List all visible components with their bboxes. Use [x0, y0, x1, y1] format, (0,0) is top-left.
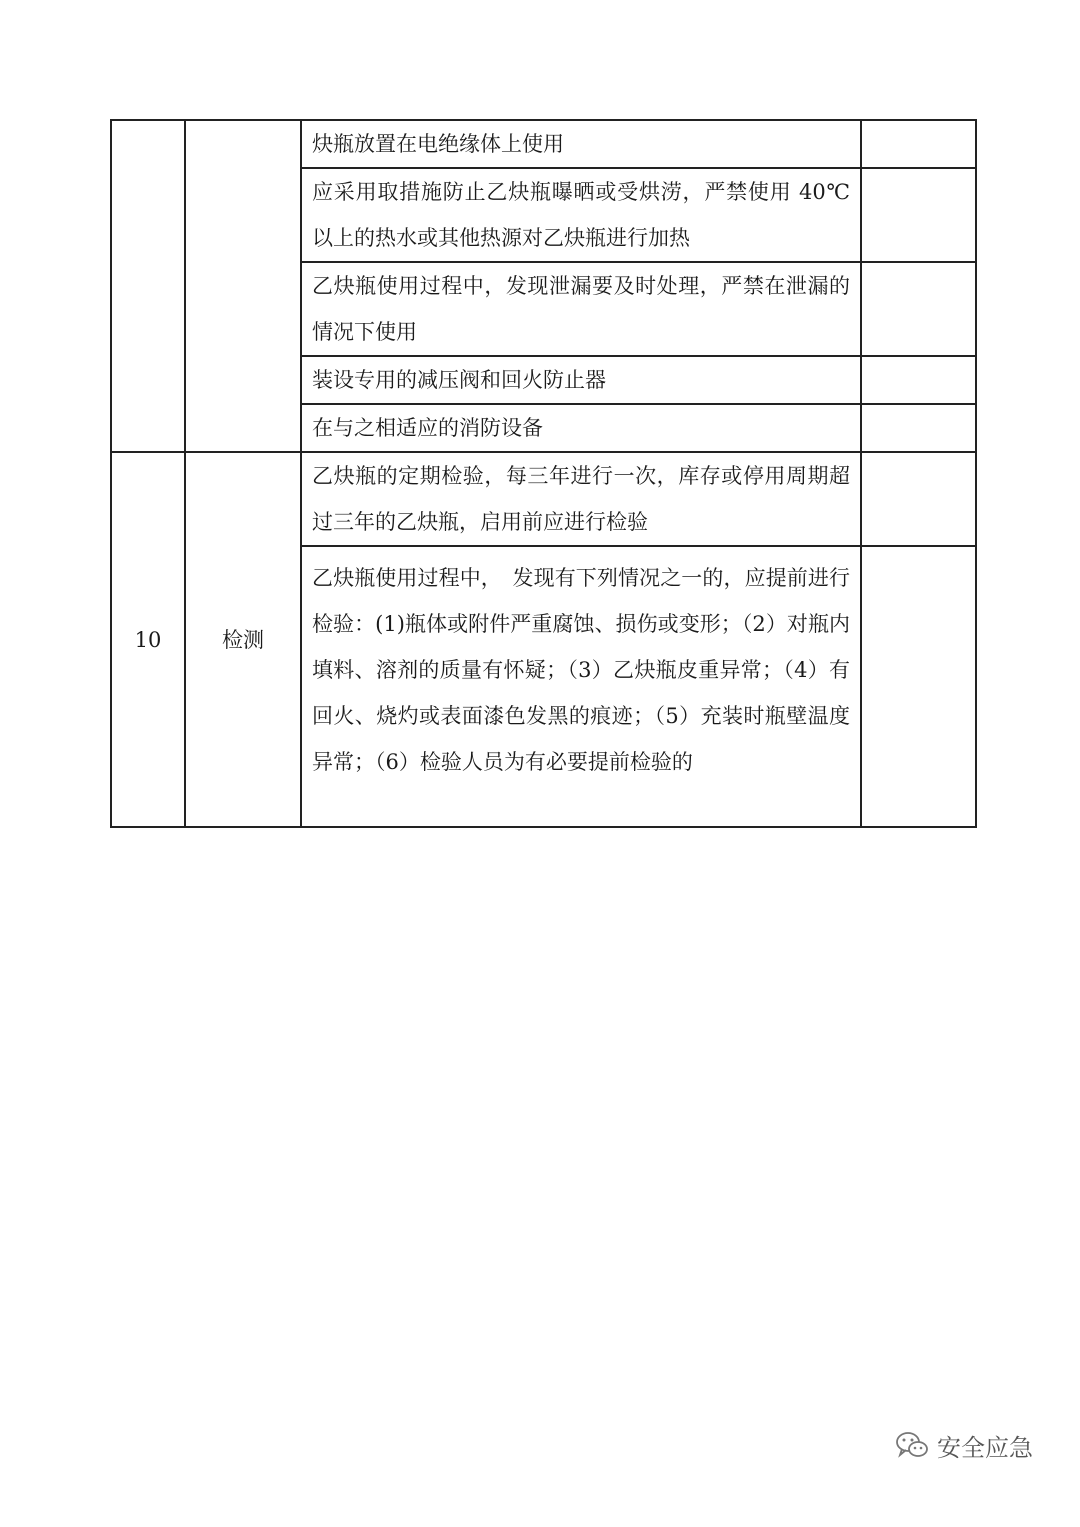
check-item-text: 在与之相适应的消防设备	[312, 416, 543, 440]
check-item-text: 乙炔瓶的定期检验，每三年进行一次，库存或停用周期超过三年的乙炔瓶，启用前应进行检验	[312, 464, 850, 534]
table-row	[111, 452, 976, 546]
result-cell	[861, 168, 976, 262]
category-cell: 检测	[185, 452, 301, 827]
result-cell	[861, 452, 976, 546]
check-item-text: 乙炔瓶使用过程中， 发现有下列情况之一的，应提前进行检验：(1)瓶体或附件严重腐蚀、损伤或变形；（2）对瓶内填料、溶剂的质量有怀疑；（3）乙炔瓶皮重异常；（4）有回火、烧灼或表面漆色发黑的痕迹；（5）充装时瓶壁温度异常；（6）检验人员为有必要提前检验的	[312, 566, 850, 774]
category-cell	[185, 120, 301, 452]
check-item-cell	[301, 546, 861, 827]
result-cell	[861, 356, 976, 404]
check-item-text: 应采用取措施防止乙炔瓶曝晒或受烘涝，严禁使用 40℃以上的热水或其他热源对乙炔瓶进行加热	[312, 180, 850, 250]
check-item-text: 炔瓶放置在电绝缘体上使用	[312, 132, 564, 156]
check-item-text: 乙炔瓶使用过程中，发现泄漏要及时处理，严禁在泄漏的情况下使用	[312, 274, 850, 344]
result-cell	[861, 120, 976, 168]
row-number-cell: 10	[111, 452, 185, 827]
check-item-cell	[301, 356, 861, 404]
check-item-cell	[301, 120, 861, 168]
row-number-cell	[111, 120, 185, 452]
table-row	[111, 120, 976, 168]
check-item-cell	[301, 404, 861, 452]
result-cell	[861, 546, 976, 827]
check-item-cell	[301, 262, 861, 356]
check-item-cell	[301, 168, 861, 262]
inspection-table	[110, 119, 977, 828]
watermark-text: 安全应急	[937, 1433, 1033, 1462]
check-item-text: 装设专用的减压阀和回火防止器	[312, 368, 606, 392]
result-cell	[861, 404, 976, 452]
result-cell	[861, 262, 976, 356]
wechat-icon	[895, 1430, 929, 1460]
watermark	[895, 1425, 1033, 1465]
check-item-cell	[301, 452, 861, 546]
